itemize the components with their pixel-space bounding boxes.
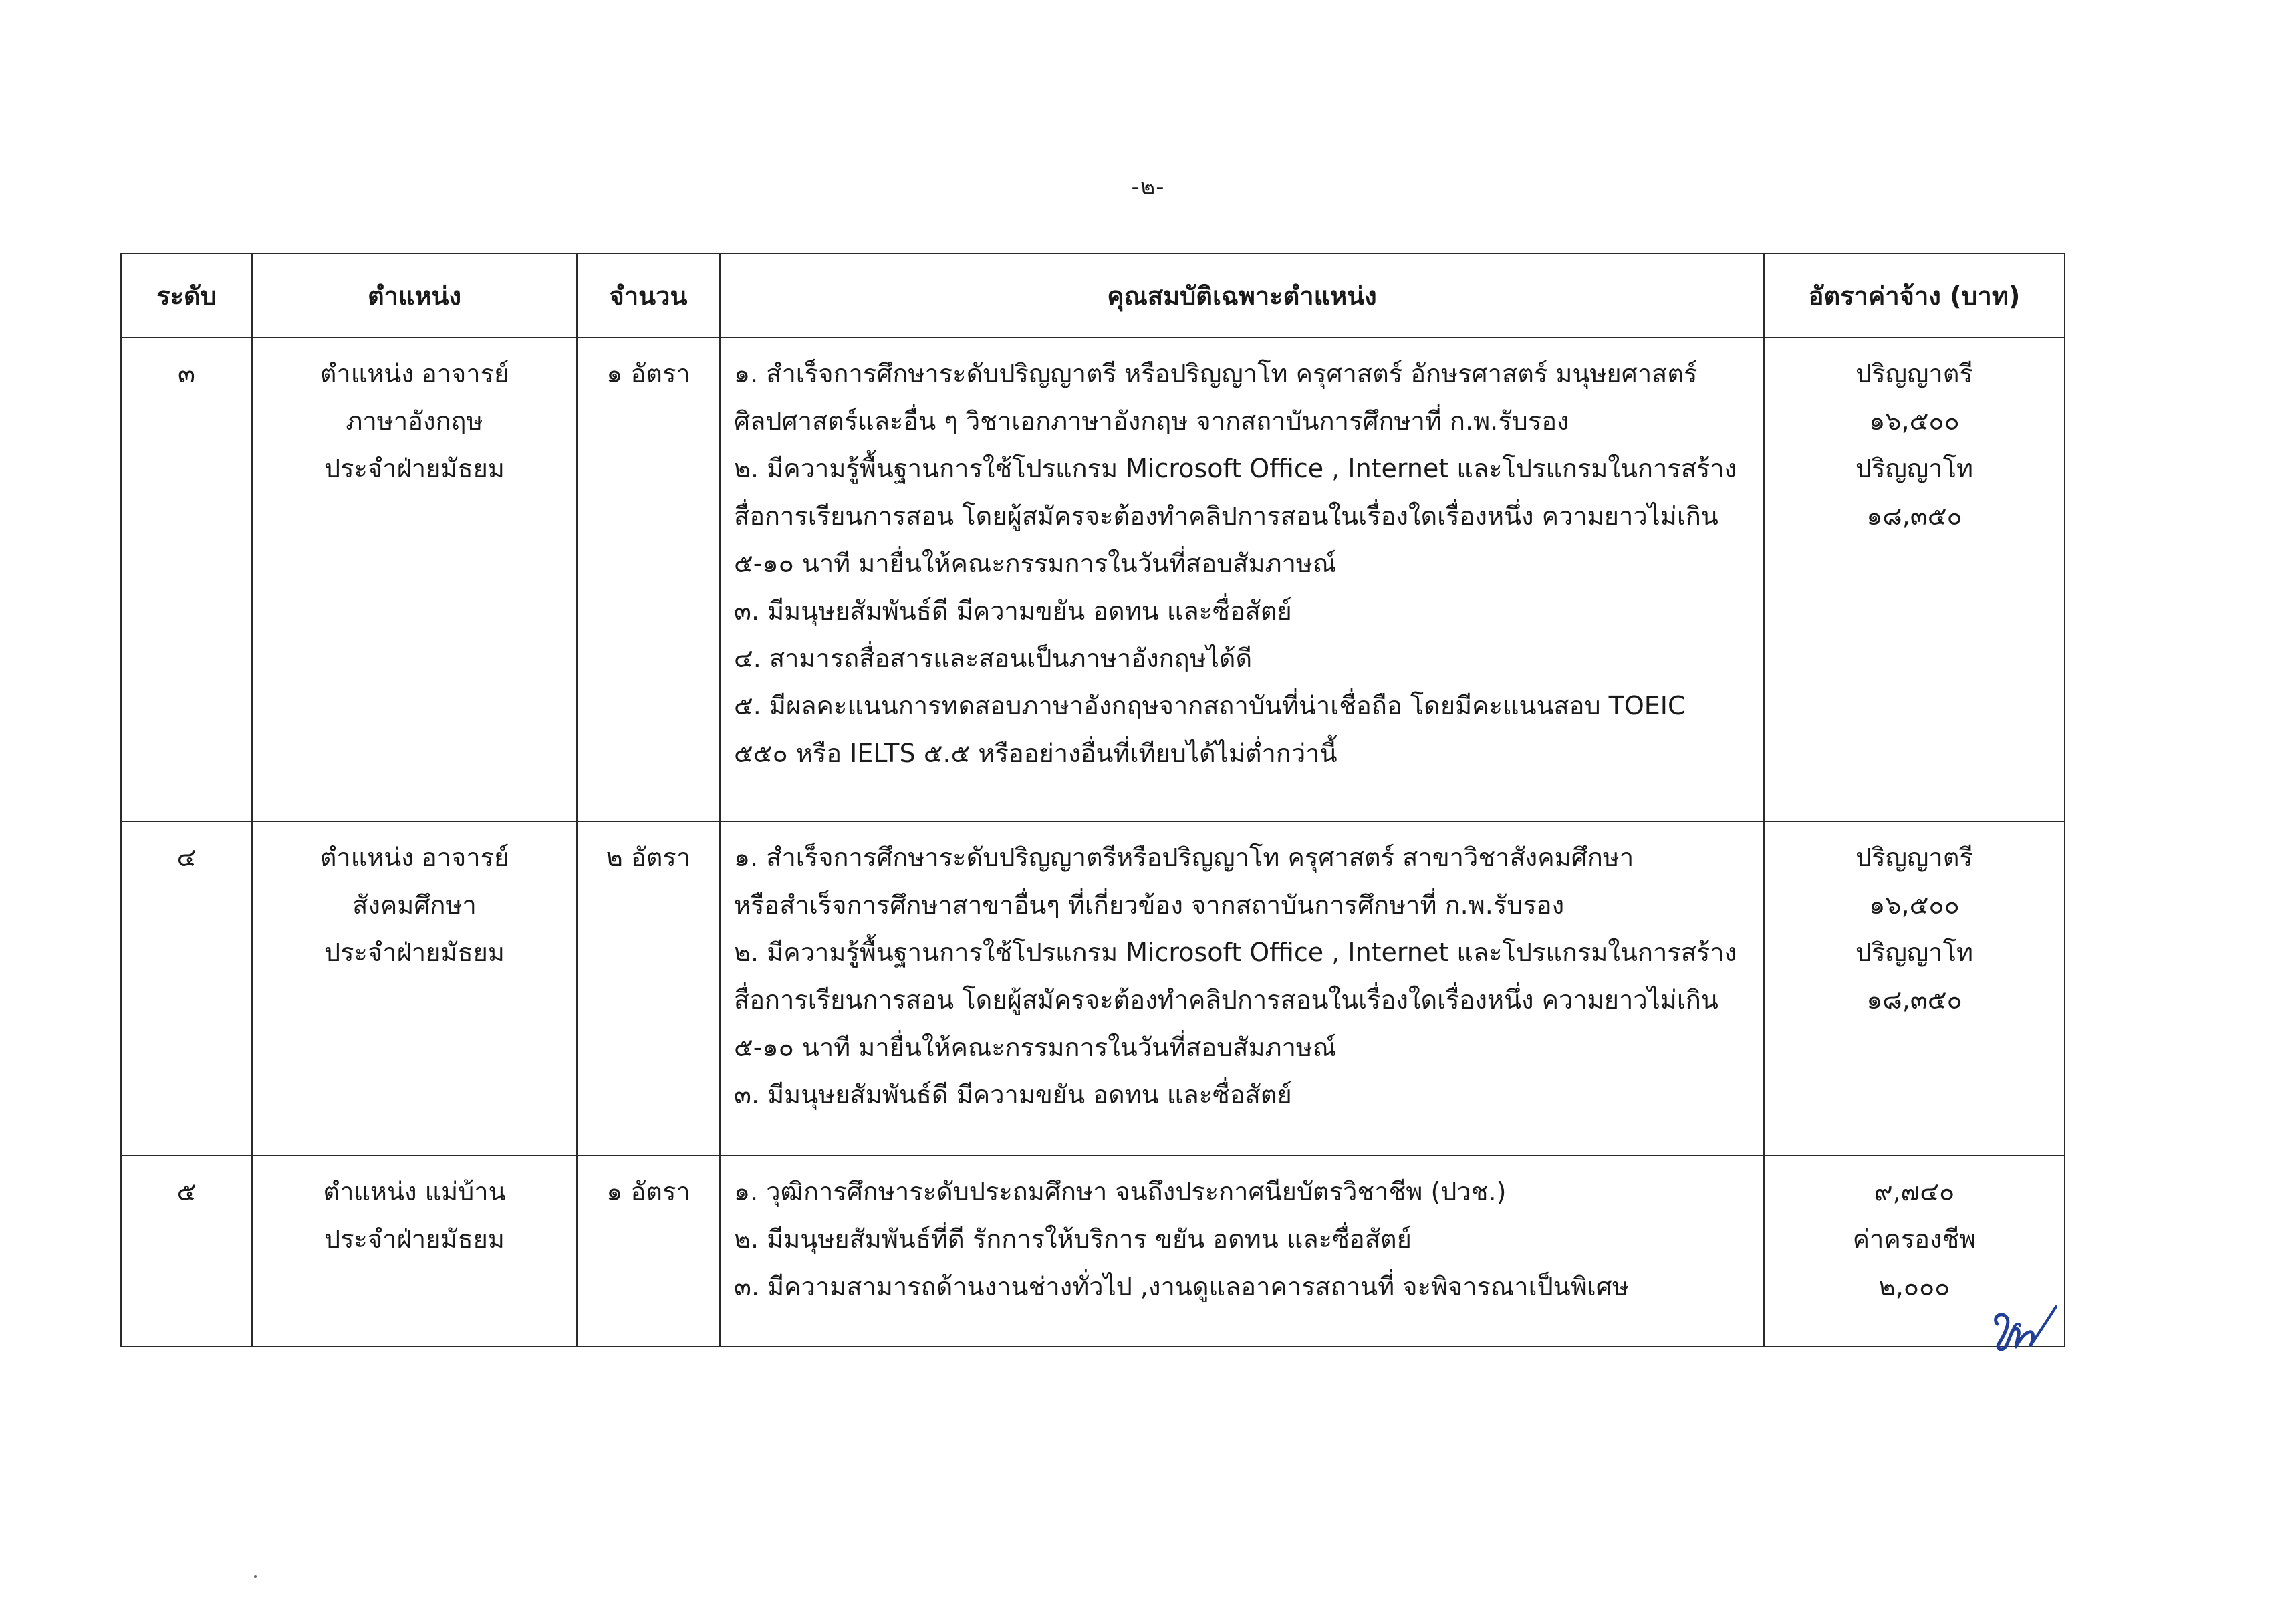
level-cell: ๕ (121, 1156, 252, 1347)
position-cell: ตำแหน่ง อาจารย์ ภาษาอังกฤษ ประจำฝ่ายมัธยม (252, 338, 577, 821)
header-count: จำนวน (577, 253, 720, 338)
position-cell: ตำแหน่ง อาจารย์ สังคมศึกษา ประจำฝ่ายมัธยม (252, 821, 577, 1156)
wage-cell: ปริญญาตรี ๑๖,๕๐๐ ปริญญาโท ๑๘,๓๕๐ (1764, 821, 2065, 1156)
position-cell: ตำแหน่ง แม่บ้าน ประจำฝ่ายมัธยม (252, 1156, 577, 1347)
count-cell: ๑ อัตรา (577, 338, 720, 821)
wage-cell: ๙,๗๔๐ ค่าครองชีพ ๒,๐๐๐ (1764, 1156, 2065, 1347)
header-position: ตำแหน่ง (252, 253, 577, 338)
count-cell: ๒ อัตรา (577, 821, 720, 1156)
qualifications-cell: ๑. สำเร็จการศึกษาระดับปริญญาตรีหรือปริญญาโท ครุศาสตร์ สาขาวิชาสังคมศึกษา หรือสำเร็จการศึกษาสาขาอื่นๆ ที่เกี่ยวข้อง จากสถาบันการศึกษาที่ ก.พ.รับรอง ๒. มีความรู้พื้นฐานการใช้โปรแกรม Microsoft Office , Internet และโปรแกรมในการสร้าง สื่อการเรียนการสอน โดยผู้สมัครจะต้องทำคลิปการสอนในเรื่องใดเรื่องหนึ่ง ความยาวไม่เกิน ๕-๑๐ นาที มายื่นให้คณะกรรมการในวันที่สอบสัมภาษณ์ ๓. มีมนุษยสัมพันธ์ดี มีความขยัน อดทน และซื่อสัตย์ (720, 821, 1764, 1156)
qualifications-cell: ๑. วุฒิการศึกษาระดับประถมศึกษา จนถึงประกาศนียบัตรวิชาชีพ (ปวช.) ๒. มีมนุษยสัมพันธ์ที่ดี รักการให้บริการ ขยัน อดทน และซื่อสัตย์ ๓. มีความสามารถด้านงานช่างทั่วไป ,งานดูแลอาคารสถานที่ จะพิจารณาเป็นพิเศษ (720, 1156, 1764, 1347)
table-header-row (121, 253, 2065, 338)
table-row (121, 821, 2065, 1156)
level-cell: ๓ (121, 338, 252, 821)
qualification-table (120, 253, 2065, 1347)
level-cell: ๔ (121, 821, 252, 1156)
count-cell: ๑ อัตรา (577, 1156, 720, 1347)
header-wage: อัตราค่าจ้าง (บาท) (1764, 253, 2065, 338)
table-row (121, 338, 2065, 821)
wage-cell: ปริญญาตรี ๑๖,๕๐๐ ปริญญาโท ๑๘,๓๕๐ (1764, 338, 2065, 821)
header-level: ระดับ (121, 253, 252, 338)
table-row (121, 1156, 2065, 1347)
qualifications-cell: ๑. สำเร็จการศึกษาระดับปริญญาตรี หรือปริญญาโท ครุศาสตร์ อักษรศาสตร์ มนุษยศาสตร์ ศิลปศาสตร์และอื่น ๆ วิชาเอกภาษาอังกฤษ จากสถาบันการศึกษาที่ ก.พ.รับรอง ๒. มีความรู้พื้นฐานการใช้โปรแกรม Microsoft Office , Internet และโปรแกรมในการสร้าง สื่อการเรียนการสอน โดยผู้สมัครจะต้องทำคลิปการสอนในเรื่องใดเรื่องหนึ่ง ความยาวไม่เกิน ๕-๑๐ นาที มายื่นให้คณะกรรมการในวันที่สอบสัมภาษณ์ ๓. มีมนุษยสัมพันธ์ดี มีความขยัน อดทน และซื่อสัตย์ ๔. สามารถสื่อสารและสอนเป็นภาษาอังกฤษได้ดี ๕. มีผลคะแนนการทดสอบภาษาอังกฤษจากสถาบันที่น่าเชื่อถือ โดยมีคะแนนสอบ TOEIC ๕๕๐ หรือ IELTS ๕.๕ หรืออย่างอื่นที่เทียบได้ไม่ต่ำกว่านี้ (720, 338, 1764, 821)
signature-mark (1972, 1280, 2065, 1373)
scan-speck (254, 1575, 257, 1578)
page-number: -๒- (1131, 174, 1165, 200)
header-qualifications: คุณสมบัติเฉพาะตำแหน่ง (720, 253, 1764, 338)
